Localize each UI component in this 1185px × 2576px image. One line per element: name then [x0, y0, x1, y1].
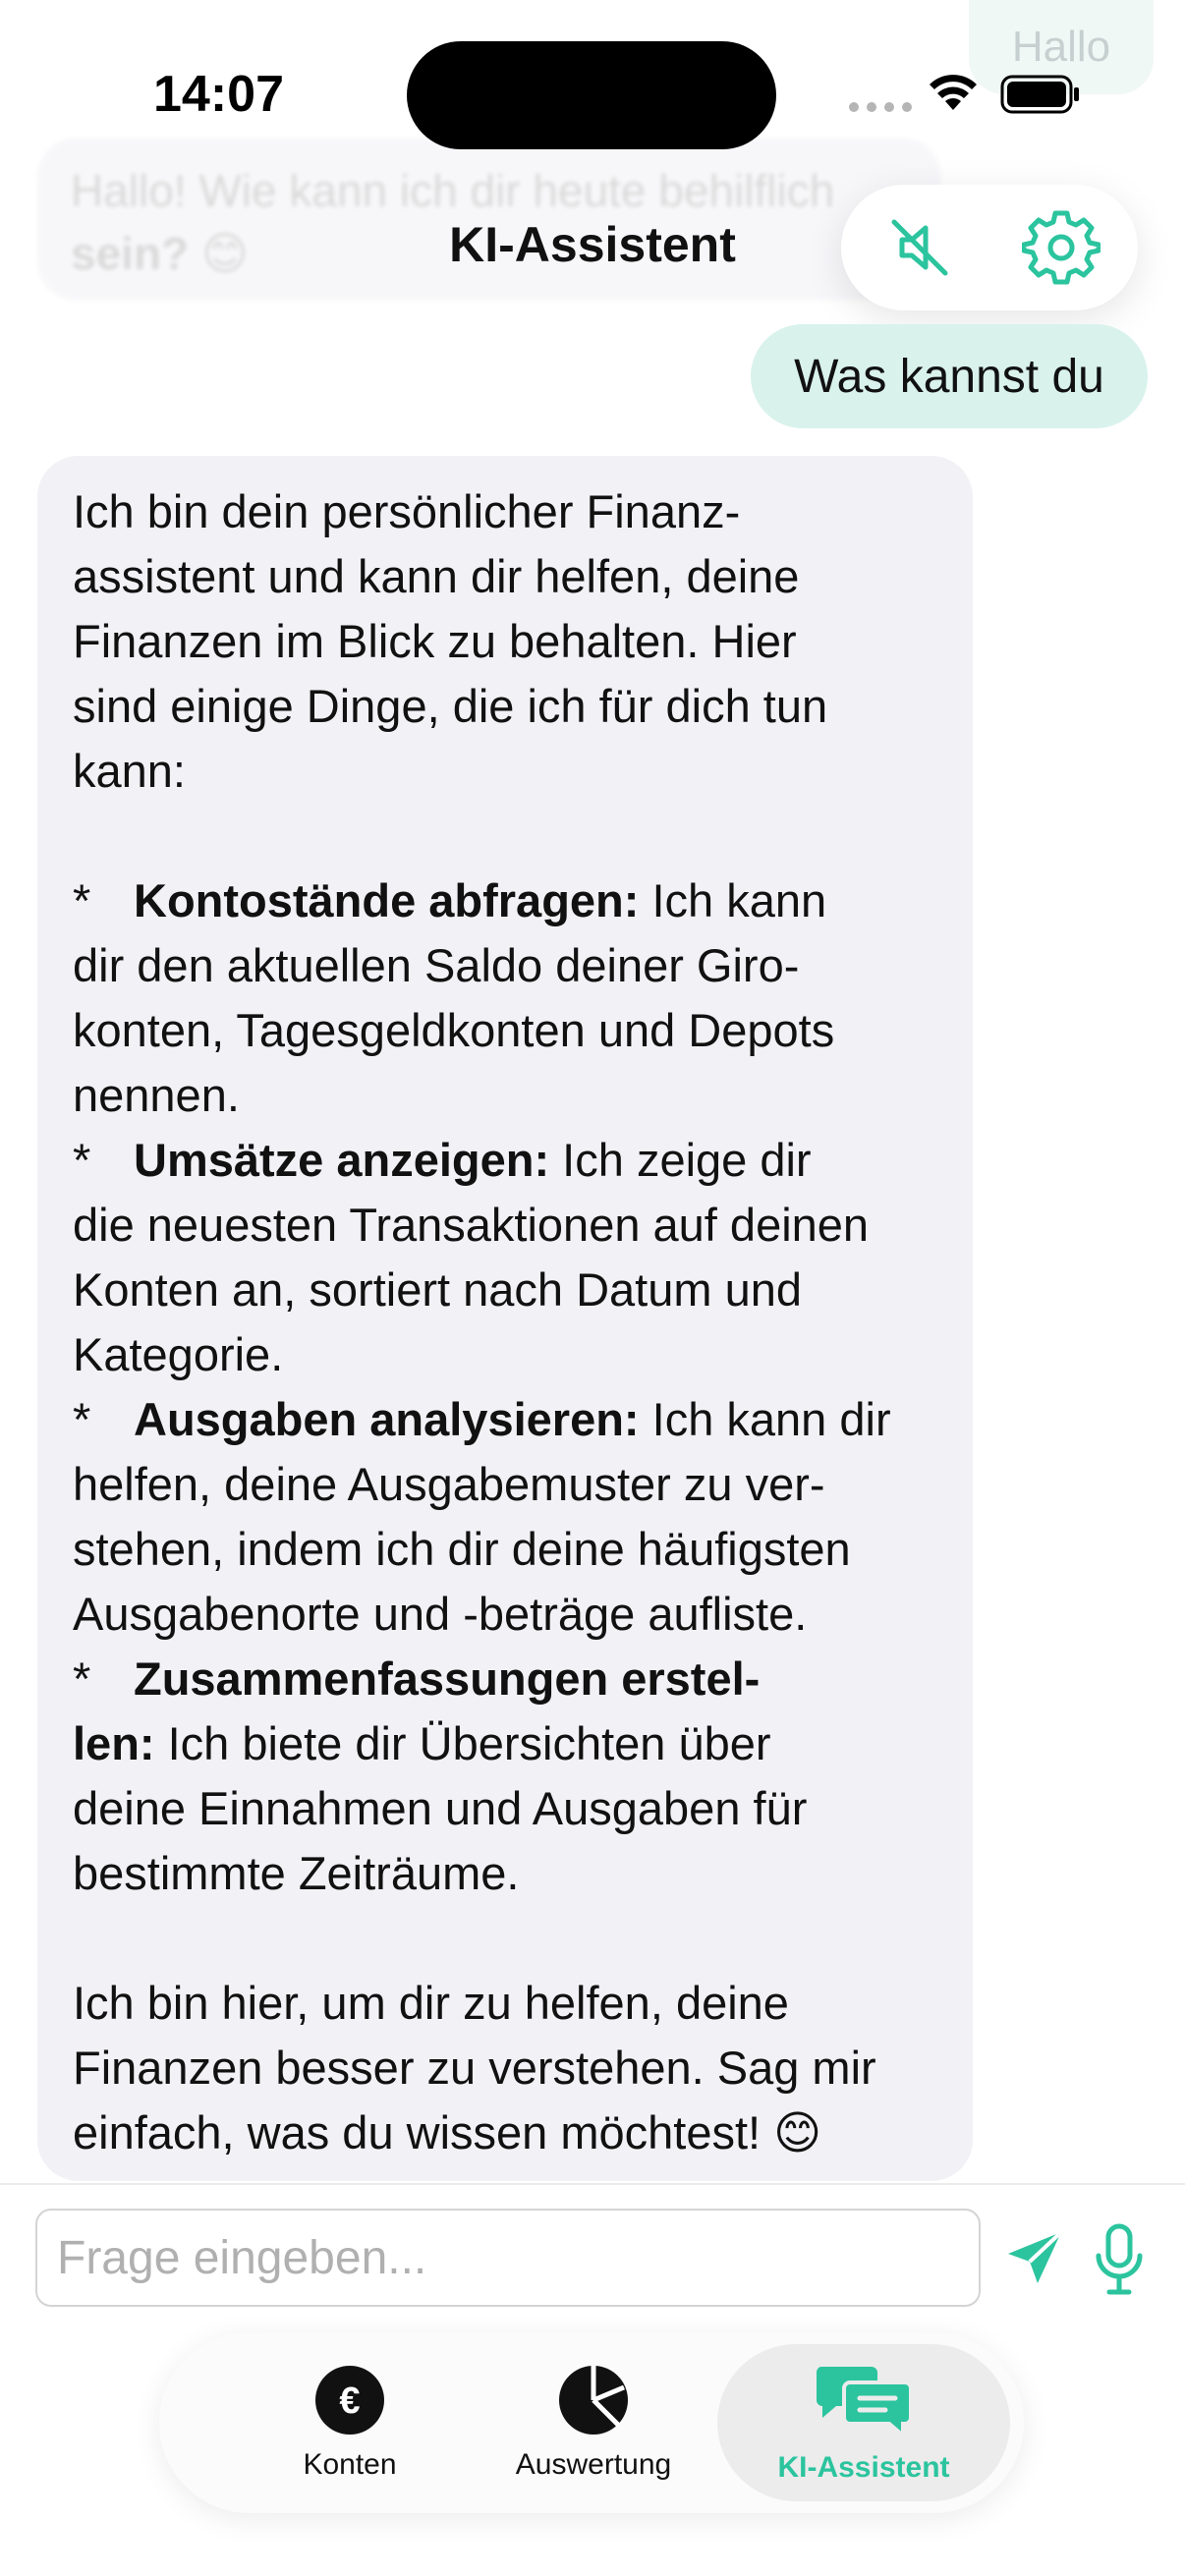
assistant-list-item: * Zusammenfassungen erstel- len: Ich biete dir Übersichten über deine Einnahmen und Ausgaben für bestimmte Zeiträume. — [73, 1652, 808, 1899]
send-button[interactable] — [1004, 2226, 1067, 2289]
previous-user-message-text: Hallo — [1011, 23, 1111, 71]
tab-label: Auswertung — [515, 2448, 672, 2481]
list-item-title: Kontostände abfragen: — [134, 874, 640, 926]
cellular-signal-icon — [849, 102, 912, 112]
list-item-title: Umsätze anzeigen: — [134, 1134, 550, 1186]
status-bar — [0, 0, 1185, 147]
user-message-bubble — [751, 324, 1148, 428]
list-item-text: Ich kann dir den aktuellen Saldo deiner Giro- konten, Tagesgeldkonten und Depots nennen. — [73, 874, 835, 1121]
list-item-text: Ich kann dir helfen, deine Ausgabemuster zu ver- stehen, indem ich dir deine häufigsten Ausgabenorte und -beträge aufliste. — [73, 1393, 891, 1640]
dynamic-island — [407, 41, 776, 149]
tab-label: KI-Assistent — [777, 2451, 950, 2484]
assistant-outro-text: Ich bin hier, um dir zu helfen, deine Finanzen besser zu verstehen. Sag mir einfach, was du wissen möchtest! 😊 — [73, 1977, 876, 2158]
mute-button[interactable] — [880, 208, 959, 287]
tab-auswertung[interactable] — [466, 2344, 721, 2501]
battery-icon — [1000, 75, 1081, 114]
list-item-title: Zusammenfassungen erstel- len: — [73, 1652, 761, 1769]
tab-bar — [159, 2332, 1024, 2513]
header-actions — [841, 185, 1138, 310]
assistant-list-item: * Umsätze anzeigen: Ich zeige dir die neuesten Transaktionen auf deinen Konten an, sortiert nach Datum und Kategorie. — [73, 1134, 870, 1380]
pie-chart-icon — [557, 2364, 630, 2436]
list-item-title: Ausgaben analysieren: — [134, 1393, 640, 1445]
status-time: 14:07 — [153, 66, 284, 123]
send-icon — [1004, 2226, 1067, 2289]
assistant-list-item: * Ausgaben analysieren: Ich kann dir helfen, deine Ausgabemuster zu ver- stehen, indem ich dir deine häufigsten Ausgabenorte und -beträge aufliste. — [73, 1393, 891, 1640]
settings-button[interactable] — [1022, 208, 1100, 287]
list-item-text: Ich zeige dir die neuesten Transaktionen auf deinen Konten an, sortiert nach Datum und Kategorie. — [73, 1134, 870, 1380]
assistant-list-item: * Kontostände abfragen: Ich kann dir den aktuellen Saldo deiner Giro- konten, Tagesgeldkonten und Depots nennen. — [73, 874, 835, 1121]
page-title: KI-Assistent — [449, 217, 736, 272]
chat-bubbles-icon — [815, 2361, 913, 2439]
svg-text:€: € — [339, 2380, 361, 2422]
tab-label: Konten — [303, 2448, 397, 2481]
microphone-button[interactable] — [1093, 2222, 1146, 2297]
previous-ai-message-line2: sein? 😊 — [71, 228, 249, 279]
gear-icon — [1022, 208, 1100, 287]
user-message-text: Was kannst du — [794, 350, 1104, 403]
list-item-text: Ich biete dir Übersichten über deine Einnahmen und Ausgaben für bestimmte Zeiträume. — [73, 1717, 808, 1899]
tab-konten[interactable] — [222, 2344, 478, 2501]
wifi-icon — [928, 73, 979, 112]
microphone-icon — [1093, 2222, 1146, 2297]
input-divider — [0, 2183, 1185, 2185]
euro-icon — [313, 2364, 386, 2436]
assistant-intro-text: Ich bin dein persönlicher Finanz- assistent und kann dir helfen, deine Finanzen im Blick zu behalten. Hier sind einige Dinge, die ich für dich tun kann: — [73, 485, 828, 797]
speaker-muted-icon — [880, 208, 959, 287]
previous-ai-message-line1: Hallo! Wie kann ich dir heute behilflich — [71, 165, 835, 216]
question-input[interactable] — [35, 2209, 981, 2307]
tab-ki-assistent[interactable] — [717, 2344, 1010, 2501]
assistant-message-bubble — [37, 456, 973, 2181]
